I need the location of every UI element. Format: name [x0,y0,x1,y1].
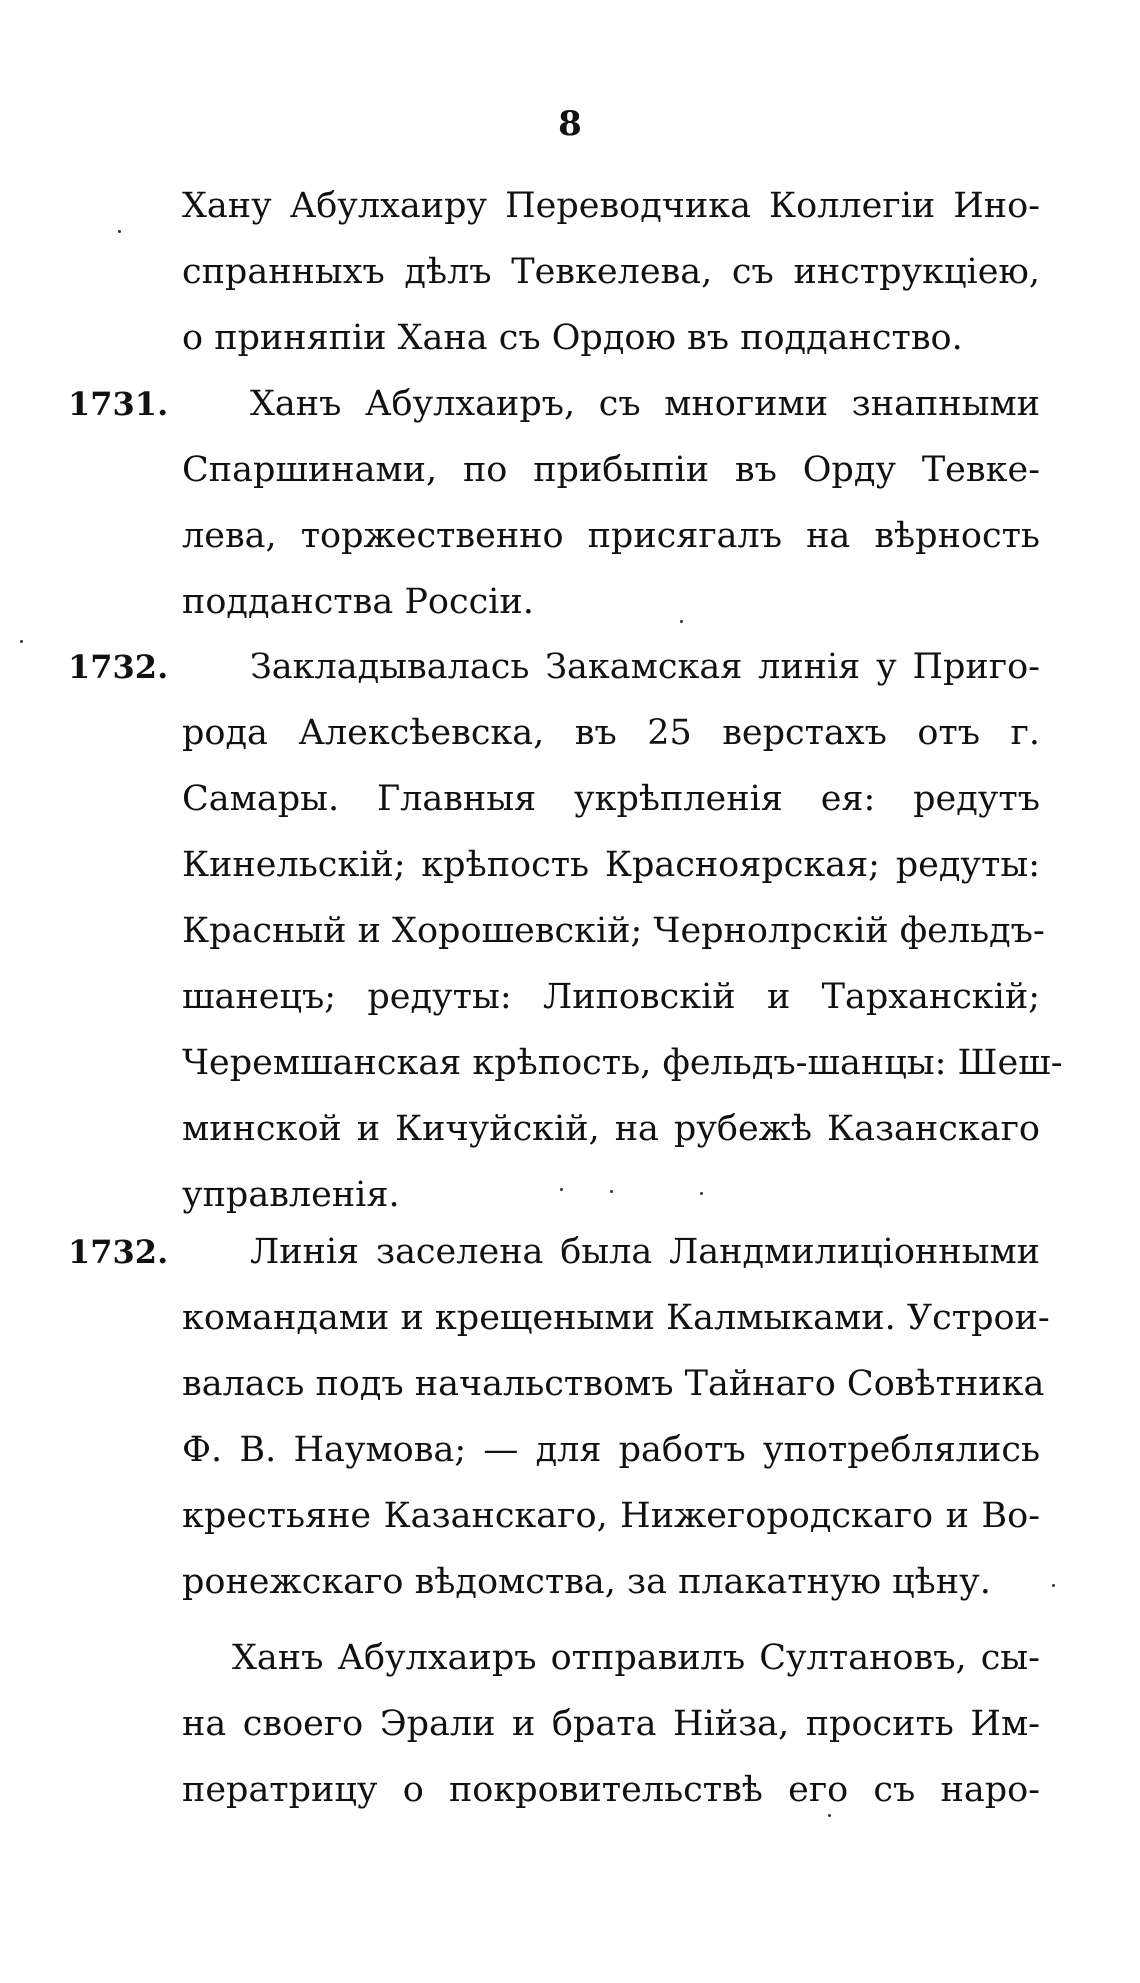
text-line: на своего Эрали и брата Нійза, просить Им- [182,1704,1040,1744]
print-speck [700,1192,703,1195]
year-marker-1732-second: 1732. [68,1233,169,1271]
print-speck [828,1814,831,1817]
text-line: Кинельскій; крѣпость Красноярская; редуты: [182,845,1040,885]
text-line: лева, торжественно присягалъ на вѣрность [182,516,1040,556]
print-speck [560,1188,563,1191]
year-marker-1731: 1731. [68,385,169,423]
text-line: Ханъ Абулхаиръ отправилъ Султановъ, сы- [232,1638,1040,1678]
text-line: шанецъ; редуты: Липовскій и Тарханскій; [182,977,1040,1017]
text-line: ператрицу о покровительствѣ его съ наро- [182,1770,1040,1810]
text-line: Закладывалась Закамская линія у Приго- [250,647,1040,687]
text-line: Ф. В. Наумова; — для работъ употреблялись [182,1430,1040,1470]
text-line: валась подъ начальствомъ Тайнаго Совѣтника [182,1364,1045,1404]
text-line: Линія заселена была Ландмилиціонными [250,1232,1040,1272]
print-speck [118,230,121,233]
year-marker-1732: 1732. [68,648,169,686]
text-line: Спаршинами, по прибыпіи въ Орду Тевке- [182,450,1040,490]
print-speck [680,620,683,623]
text-line: подданства Россіи. [182,582,534,622]
text-line: спранныхъ дѣлъ Тевкелева, съ инструкціею, [182,252,1040,292]
print-speck [610,1190,613,1193]
text-line: Ханъ Абулхаиръ, съ многими знапными [250,384,1040,424]
text-line: ронежскаго вѣдомства, за плакатную цѣну. [182,1562,991,1602]
print-speck [1052,1584,1055,1587]
text-line: Хану Абулхаиру Переводчика Коллегіи Ино- [182,186,1040,226]
text-line: крестьяне Казанскаго, Нижегородскаго и Во- [182,1496,1040,1536]
text-line: Самары. Главныя укрѣпленія ея: редутъ [182,779,1040,819]
text-line: управленія. [182,1175,400,1215]
text-line: Красный и Хорошевскій; Чернолрскій фельдъ- [182,911,1045,951]
text-line: рода Алексѣевска, въ 25 верстахъ отъ г. [182,713,1040,753]
print-speck [20,640,23,643]
text-line: Черемшанская крѣпость, фельдъ-шанцы: Шеш- [182,1043,1063,1083]
text-line: минской и Кичуйскій, на рубежѣ Казанскаго [182,1109,1040,1149]
text-line: о приняпіи Хана съ Ордою въ подданство. [182,318,963,358]
text-line: командами и крещеными Калмыками. Устрои- [182,1298,1050,1338]
page-number: 8 [558,104,582,144]
